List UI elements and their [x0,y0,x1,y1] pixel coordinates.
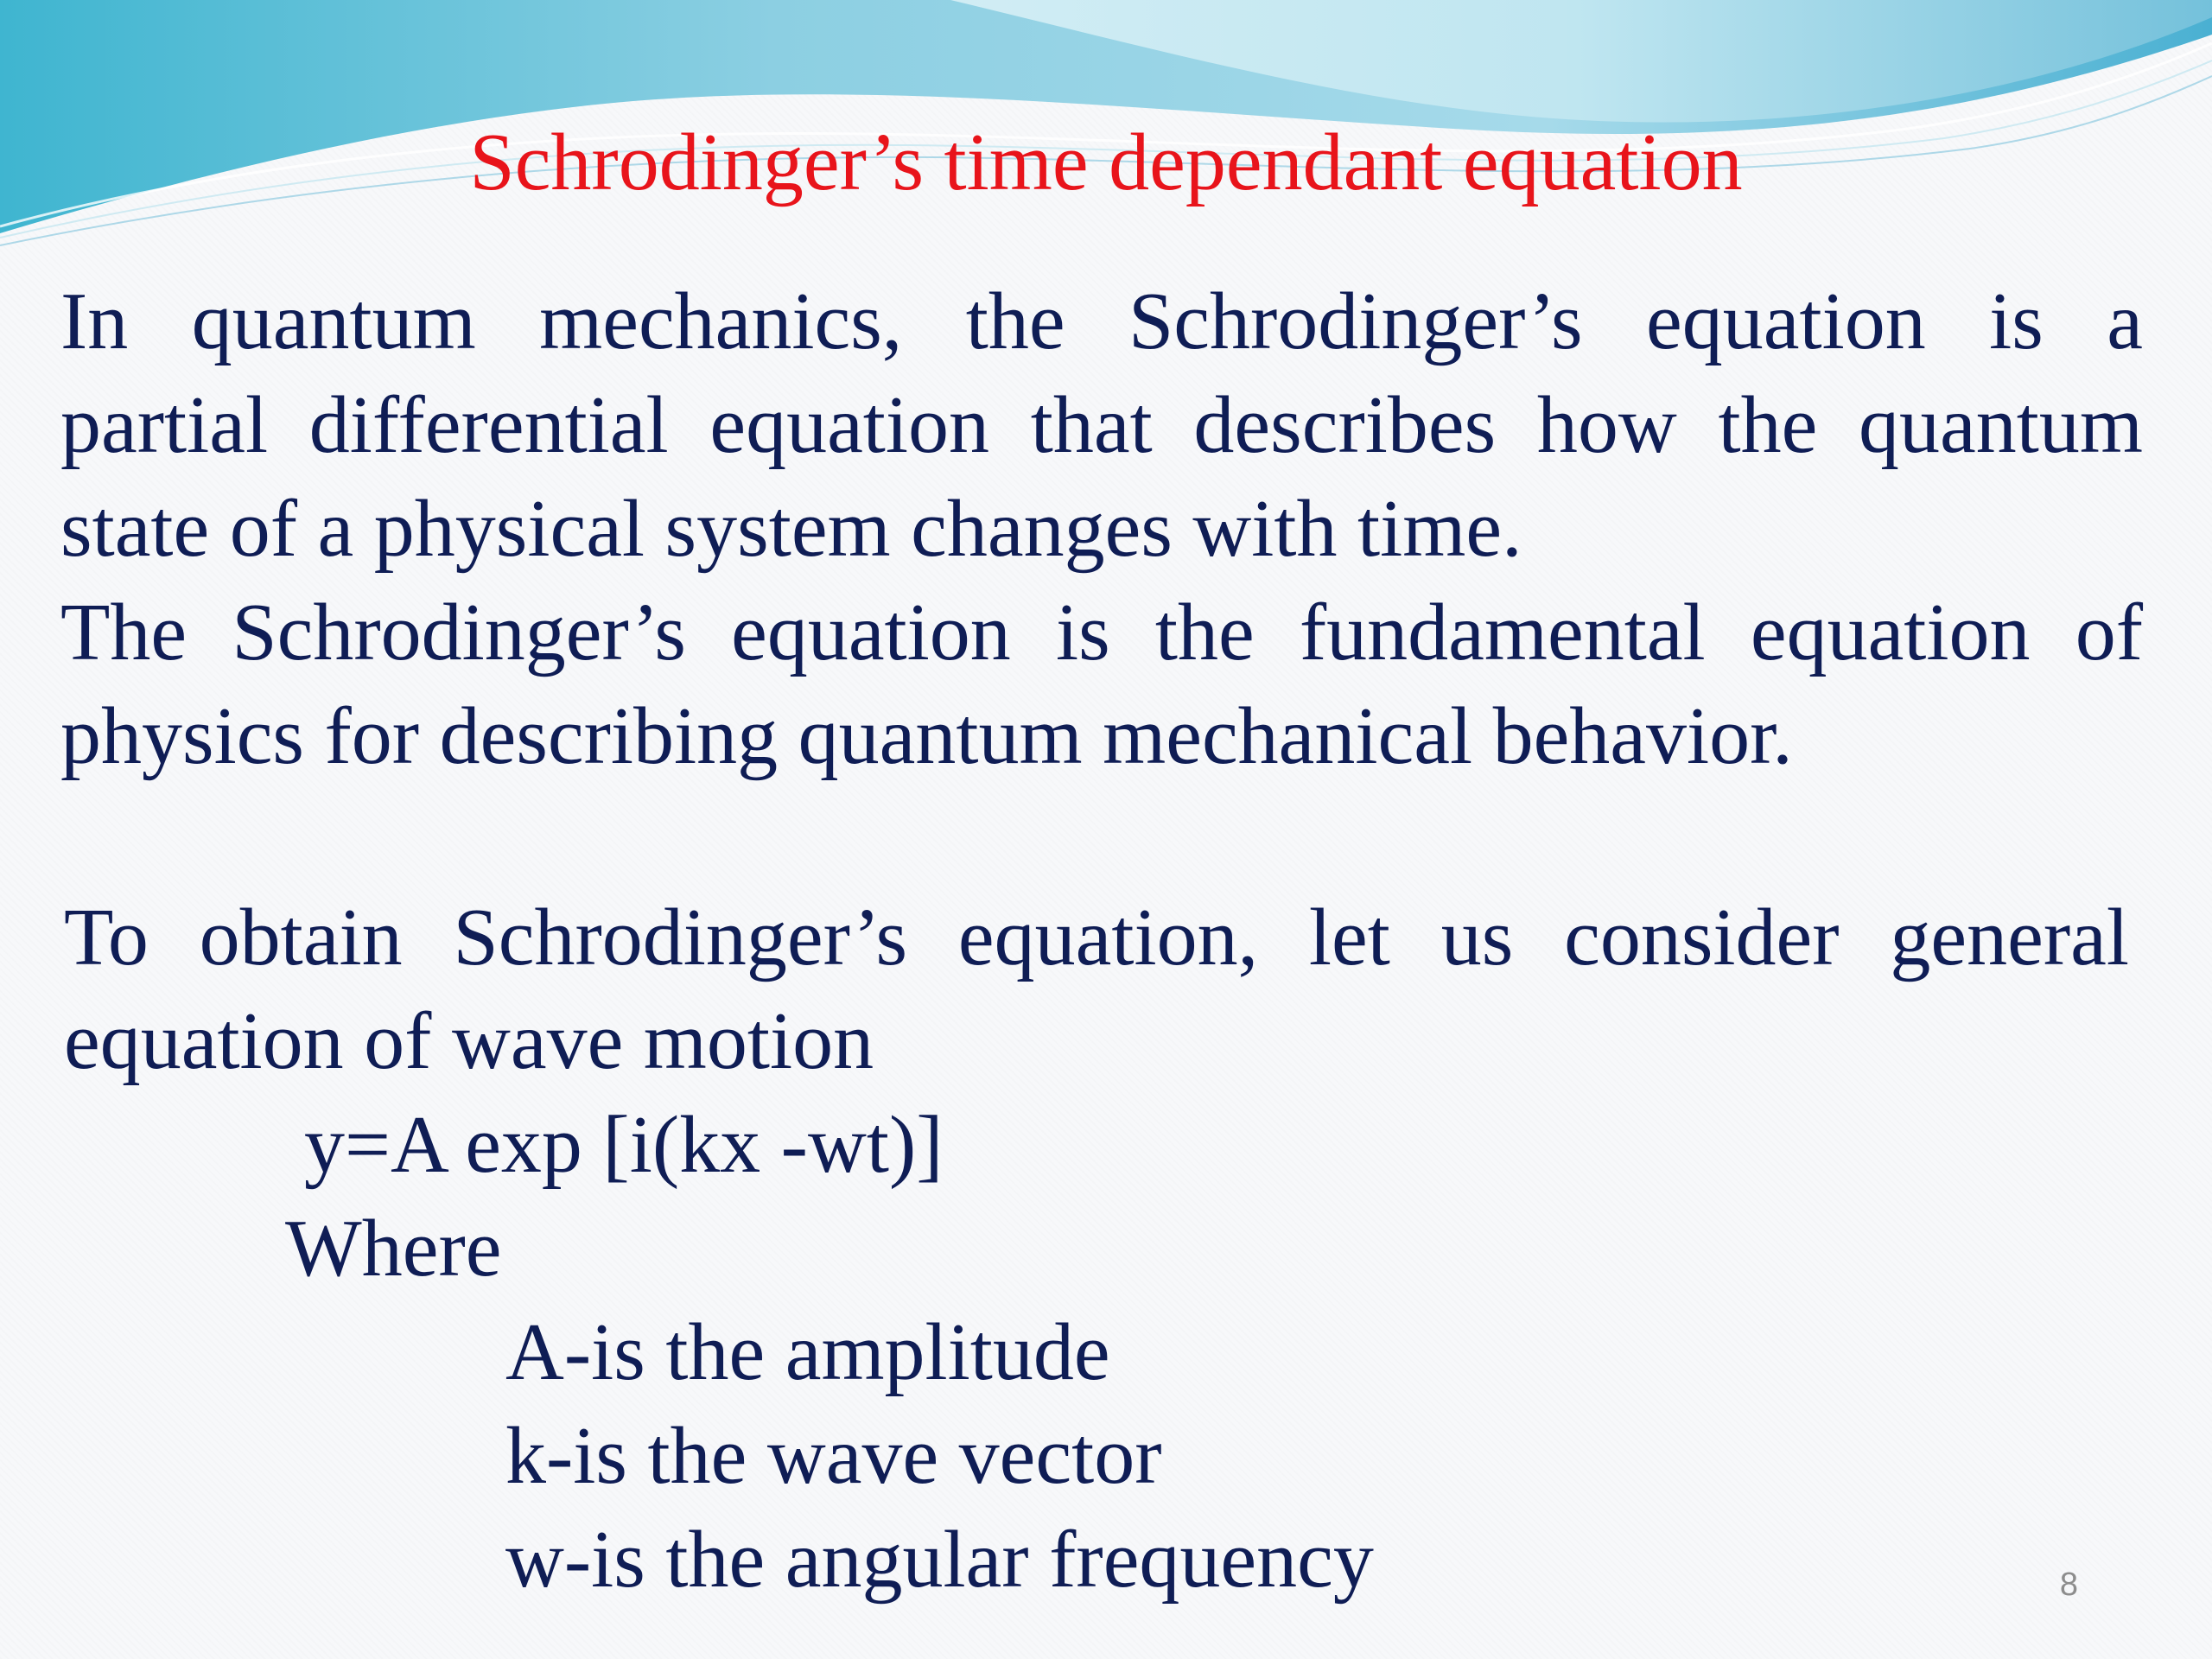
where-label: Where [285,1204,502,1294]
paragraph-line: The Schrodinger’s equation is the fundamental equation of [60,588,2143,677]
paragraph-line: equation of wave motion [64,996,874,1086]
paragraph-line: To obtain Schrodinger’s equation, let us consider general [64,893,2129,982]
wave-equation: y=A exp [i(kx -wt)] [304,1100,944,1190]
definition-amplitude: A-is the amplitude [505,1307,1110,1397]
paragraph-line: In quantum mechanics, the Schrodinger’s equation is a [60,276,2143,366]
paragraph-line: physics for describing quantum mechanical behavior. [60,691,1793,781]
paragraph-line: state of a physical system changes with time. [60,484,1522,574]
definition-angular-frequency: w-is the angular frequency [505,1515,1374,1605]
definition-wave-vector: k-is the wave vector [505,1411,1162,1501]
paragraph-intro [60,270,2143,581]
paragraph-wave-motion [64,886,2129,1093]
page-number: 8 [2059,1567,2078,1603]
paragraph-fundamental [60,581,2143,788]
paragraph-line: partial differential equation that describes how the quantum [60,380,2143,470]
slide-title: Schrodinger’s time dependant equation [469,118,1743,207]
